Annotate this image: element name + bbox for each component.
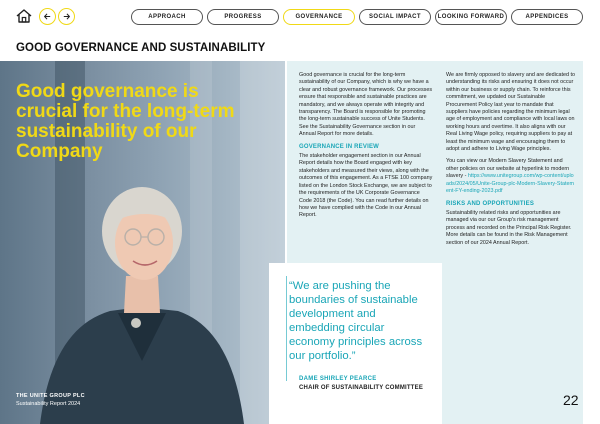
- headline: Good governance is crucial for the long-term sustainability of our Company: [16, 81, 235, 162]
- back-button[interactable]: [39, 8, 56, 25]
- forward-button[interactable]: [58, 8, 75, 25]
- quote-author: DAME SHIRLEY PEARCE: [299, 376, 377, 382]
- statement-text: You can view our Modern Slavery Statement and other policies on our website at hyperlink to modern slavery -: [446, 158, 570, 180]
- risks-paragraph: Sustainability related risks and opportunities are managed via our our Group's risk management process and recorded on the Principal Risk Register. More details can be found in the Risk Management section of our 2024 Annual Report.: [446, 209, 572, 246]
- slavery-paragraph: We are firmly opposed to slavery and are dedicated to understanding its risks and ensuring it does not occur within our business or supply chain. To reinforce this commitment, we updated our Sustainable Procurement Policy last year to mandate that suppliers have policies regarding the minimum legal age of employment and compliance with local laws on working hours and overtime. It also aligns with our Real Living Wage policy, requiring suppliers to pay at least the minimum wage and encouraging them to adopt and adhere to Living Wage principles.: [446, 72, 576, 153]
- report-footer: [16, 393, 85, 408]
- home-icon[interactable]: [16, 9, 32, 23]
- tab-governance[interactable]: GOVERNANCE: [283, 9, 355, 25]
- intro-paragraph: Good governance is crucial for the long-term sustainability of our Company, which is why we have a clear and robust governance framework. Our processes ensure that responsible and sustainable practices are mandatory, and we always operate with integrity and transparency. The Board is responsible for promoting the long-term sustainable success of Unite Students. See the Sustainability Governance section in our Annual Report for more details.: [299, 72, 433, 138]
- governance-review-paragraph: The stakeholder engagement section in our Annual Report details how the Board engaged with key stakeholders and measured their views, along with the outcomes of this engagement. As a FTSE 100 company listed on the London Stock Exchange, we are subject to the requirements of the UK Corporate Governance Code 2018 (the Code). You can read further details on how we have complied with the Code in our Annual Report.: [299, 153, 433, 219]
- text-column-2: [446, 72, 576, 252]
- statement-paragraph: [446, 158, 576, 195]
- modern-slavery-link[interactable]: https://www.unitegroup.com/wp-content/uploads/2024/05/Unite-Group-plc-Modern-Slavery-Statement-FY-ending-2023.pdf: [446, 173, 574, 195]
- text-column-1: [299, 72, 433, 225]
- report-name: Sustainability Report 2024: [16, 400, 81, 407]
- tab-approach[interactable]: APPROACH: [131, 9, 203, 25]
- quote-divider: [286, 276, 287, 381]
- pull-quote: “We are pushing the boundaries of sustainable development and embedding circular economy principles across our portfolio.”: [289, 280, 423, 362]
- tab-looking-forward[interactable]: LOOKING FORWARD: [435, 9, 507, 25]
- governance-review-heading: GOVERNANCE IN REVIEW: [299, 143, 380, 150]
- tab-appendices[interactable]: APPENDICES: [511, 9, 583, 25]
- top-navigation: [0, 0, 600, 34]
- arrow-right-icon: [62, 12, 71, 21]
- portrait-photo: [0, 61, 285, 424]
- quote-author-role: CHAIR OF SUSTAINABILITY COMMITTEE: [299, 385, 424, 391]
- tab-social-impact[interactable]: SOCIAL IMPACT: [359, 9, 431, 25]
- company-name: THE UNITE GROUP PLC: [16, 393, 85, 399]
- tab-progress[interactable]: PROGRESS: [207, 9, 279, 25]
- risks-heading: RISKS AND OPPORTUNITIES: [446, 200, 535, 207]
- arrow-left-icon: [43, 12, 52, 21]
- page-number: 22: [563, 392, 579, 408]
- page-title: GOOD GOVERNANCE AND SUSTAINABILITY: [16, 42, 266, 54]
